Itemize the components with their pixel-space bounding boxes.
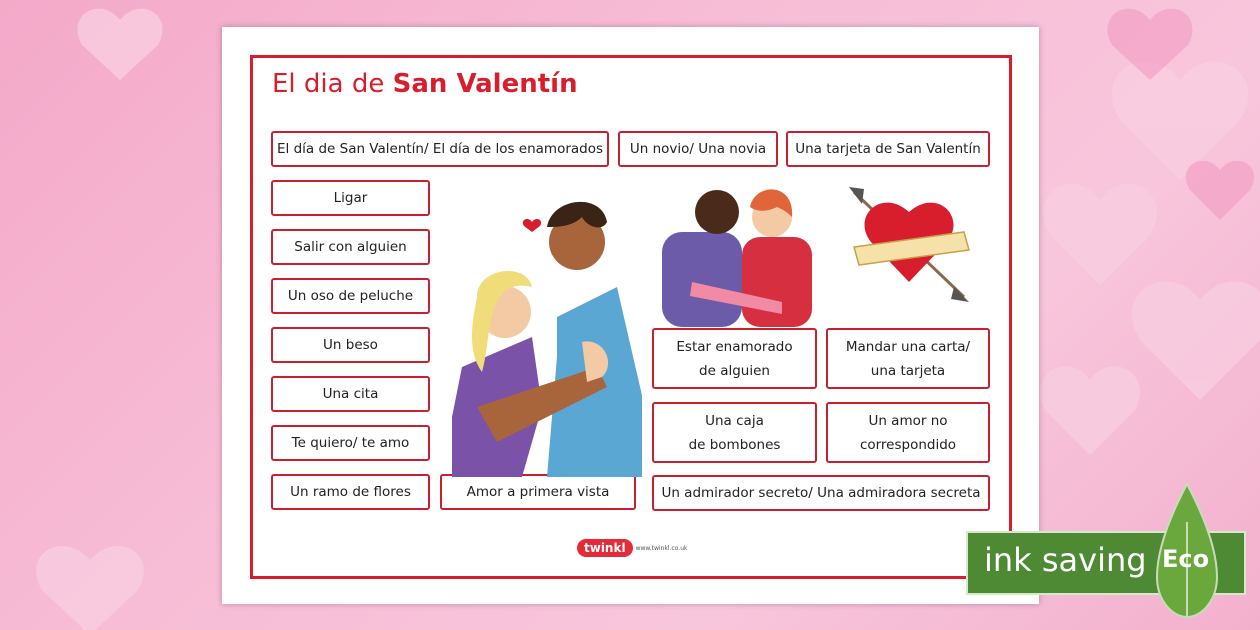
vocab-card (440, 474, 636, 510)
vocab-card (826, 328, 990, 389)
vocab-label: Salir con alguien (294, 239, 407, 255)
vocab-label: correspondido (859, 436, 957, 453)
vocab-card (271, 327, 430, 363)
small-heart-icon (523, 219, 541, 232)
vocab-card (652, 328, 817, 389)
vocab-label: Un ramo de flores (290, 484, 411, 500)
vocab-card (271, 278, 430, 314)
vocab-label: Te quiero/ te amo (291, 435, 410, 451)
vocab-card (271, 180, 430, 216)
vocab-card (652, 402, 817, 463)
vocab-label: Amor a primera vista (466, 484, 610, 500)
page-title (272, 69, 578, 99)
vocab-card (652, 475, 990, 511)
vocab-label: El día de San Valentín/ El día de los enamorados (277, 141, 604, 157)
vocab-label: Un admirador secreto/ Una admiradora secreta (661, 485, 981, 501)
vocab-card (271, 229, 430, 265)
logo-url: www.twinkl.co.uk (635, 544, 688, 552)
vocab-label: Mandar una carta/ (845, 338, 971, 355)
ink-saving-label: ink saving (984, 541, 1147, 579)
title-bold: San Valentín (392, 69, 578, 99)
vocab-card (271, 131, 609, 167)
vocab-label: Ligar (333, 190, 368, 206)
vocab-label: Un oso de peluche (287, 288, 414, 304)
couple-kissing-illustration (652, 182, 822, 327)
couple-embracing-illustration (437, 177, 642, 477)
vocab-label: Una cita (322, 386, 379, 402)
vocab-label: Una tarjeta de San Valentín (795, 141, 981, 157)
vocab-label: Una caja (705, 412, 764, 429)
vocab-card (271, 376, 430, 412)
vocab-card (618, 131, 778, 167)
vocab-card (826, 402, 990, 463)
eco-label: Eco (1162, 545, 1210, 573)
vocab-label: de bombones (688, 436, 781, 453)
worksheet-page (222, 27, 1039, 604)
vocab-card (271, 425, 430, 461)
vocab-label: Un novio/ Una novia (629, 141, 767, 157)
vocab-label: Un beso (323, 337, 378, 353)
logo-brand: twinkl (577, 539, 633, 557)
vocab-label: Estar enamorado (676, 338, 793, 355)
vocab-card (786, 131, 990, 167)
title-normal: El dia de (272, 69, 393, 99)
heart-arrow-illustration (844, 182, 974, 307)
vocab-card (271, 474, 430, 510)
twinkl-logo (577, 539, 687, 557)
vocab-label: Un amor no (868, 412, 948, 429)
vocab-label: de alguien (699, 362, 770, 379)
vocab-label: una tarjeta (870, 362, 946, 379)
